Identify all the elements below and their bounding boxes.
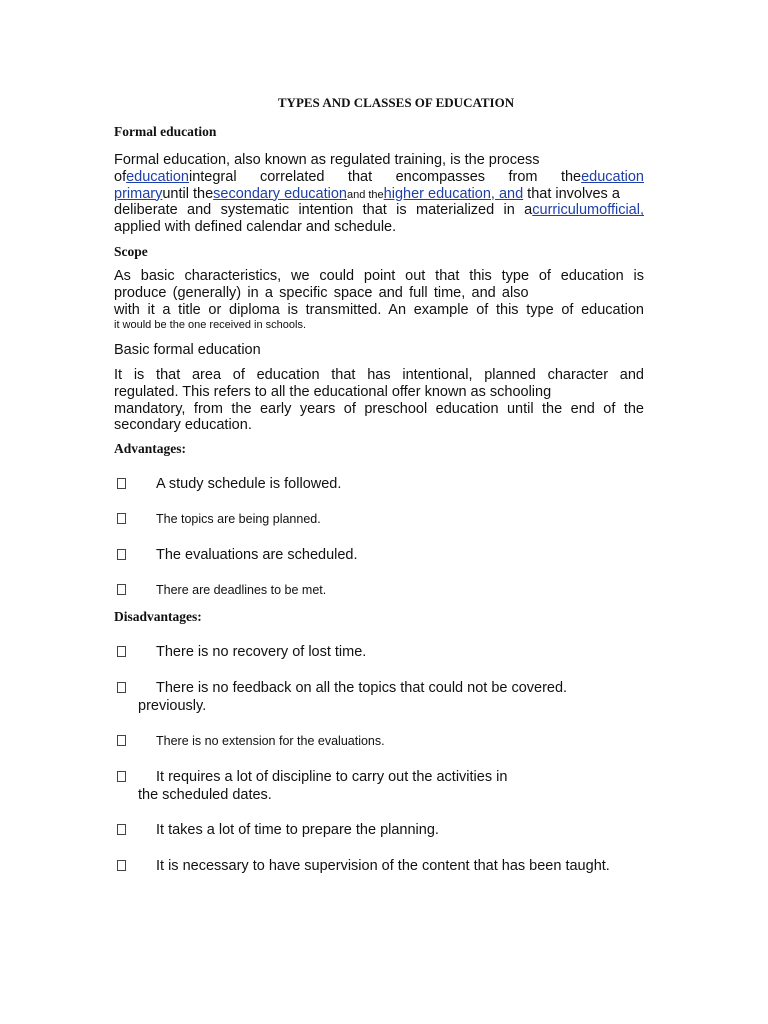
list-item bbox=[117, 510, 677, 528]
text-fragment: of bbox=[114, 168, 127, 185]
education-link[interactable]: education bbox=[126, 168, 189, 185]
heading-basic-formal-education: Basic formal education bbox=[114, 342, 261, 358]
paragraph-formal-education bbox=[114, 152, 644, 236]
text-line: Formal education, also known as regulated training, is the process bbox=[114, 152, 540, 168]
text-line: produce (generally) in a specific space and full time, and also bbox=[114, 284, 529, 301]
text-line: secondary education. bbox=[114, 417, 252, 434]
list-item-continuation: previously. bbox=[138, 698, 207, 714]
text-line bbox=[114, 169, 644, 186]
list-item bbox=[117, 857, 677, 875]
document-title: TYPES AND CLASSES OF EDUCATION bbox=[277, 95, 515, 110]
list-item-text: There is no feedback on all the topics that could not be covered. bbox=[156, 680, 568, 696]
list-item bbox=[117, 768, 677, 804]
heading-scope: Scope bbox=[114, 244, 148, 259]
bullet-box-icon bbox=[117, 824, 126, 835]
bullet-box-icon bbox=[117, 771, 126, 782]
list-item bbox=[117, 732, 677, 750]
heading-advantages: Advantages: bbox=[114, 441, 187, 456]
list-item-continuation: the scheduled dates. bbox=[138, 787, 272, 803]
paragraph-basic-formal-education bbox=[114, 367, 644, 434]
text-line: regulated. This refers to all the educational offer known as schooling bbox=[114, 383, 552, 400]
bullet-box-icon bbox=[117, 513, 126, 524]
text-fragment: until the bbox=[162, 185, 214, 202]
text-fragment: that involves a bbox=[523, 185, 620, 202]
higher-education-link[interactable]: higher education, and bbox=[383, 185, 524, 202]
list-item-text: The topics are being planned. bbox=[156, 512, 321, 526]
text-line: with it a title or diploma is transmitted. An example of this type of education bbox=[114, 301, 644, 318]
text-line-small: it would be the one received in schools. bbox=[114, 319, 307, 332]
bullet-box-icon bbox=[117, 584, 126, 595]
text-line: As basic characteristics, we could point out that this type of education is bbox=[114, 268, 644, 284]
text-line: mandatory, from the early years of preschool education until the end of the bbox=[114, 400, 644, 417]
list-item-text: There is no extension for the evaluations. bbox=[156, 734, 385, 748]
text-line: It is that area of education that has intentional, planned character and bbox=[114, 367, 644, 383]
list-item bbox=[117, 475, 677, 493]
bullet-box-icon bbox=[117, 682, 126, 693]
list-item bbox=[117, 821, 677, 839]
curriculum-link[interactable]: curriculum bbox=[532, 202, 600, 219]
text-fragment: integral correlated that encompasses from the bbox=[188, 168, 582, 185]
bullet-box-icon bbox=[117, 549, 126, 560]
list-item-text: There is no recovery of lost time. bbox=[156, 644, 367, 660]
list-item-text: There are deadlines to be met. bbox=[156, 583, 327, 597]
bullet-box-icon bbox=[117, 735, 126, 746]
text-line bbox=[114, 202, 644, 219]
bullet-box-icon bbox=[117, 646, 126, 657]
bullet-box-icon bbox=[117, 478, 126, 489]
official-link[interactable]: official, bbox=[599, 202, 644, 219]
list-item bbox=[117, 581, 677, 599]
list-item-text: It takes a lot of time to prepare the planning. bbox=[156, 822, 439, 838]
education-primary-link[interactable]: education bbox=[581, 168, 644, 185]
primary-link[interactable]: primary bbox=[114, 185, 163, 202]
heading-disadvantages: Disadvantages: bbox=[114, 609, 202, 624]
text-line bbox=[114, 186, 644, 203]
text-fragment: deliberate and systematic intention that is materialized in a bbox=[114, 202, 533, 219]
secondary-education-link[interactable]: secondary education bbox=[213, 185, 347, 202]
heading-formal-education: Formal education bbox=[114, 124, 217, 139]
list-item-text: The evaluations are scheduled. bbox=[156, 547, 358, 563]
list-item bbox=[117, 546, 677, 564]
list-item-text: A study schedule is followed. bbox=[156, 476, 342, 492]
list-item-text: It requires a lot of discipline to carry out the activities in bbox=[156, 769, 508, 785]
list-item-text: It is necessary to have supervision of the content that has been taught. bbox=[156, 858, 610, 874]
text-fragment-small: and the bbox=[346, 188, 384, 201]
paragraph-scope bbox=[114, 268, 644, 332]
list-item bbox=[117, 679, 677, 715]
list-item bbox=[117, 643, 677, 661]
bullet-box-icon bbox=[117, 860, 126, 871]
text-line: applied with defined calendar and schedule. bbox=[114, 219, 397, 236]
